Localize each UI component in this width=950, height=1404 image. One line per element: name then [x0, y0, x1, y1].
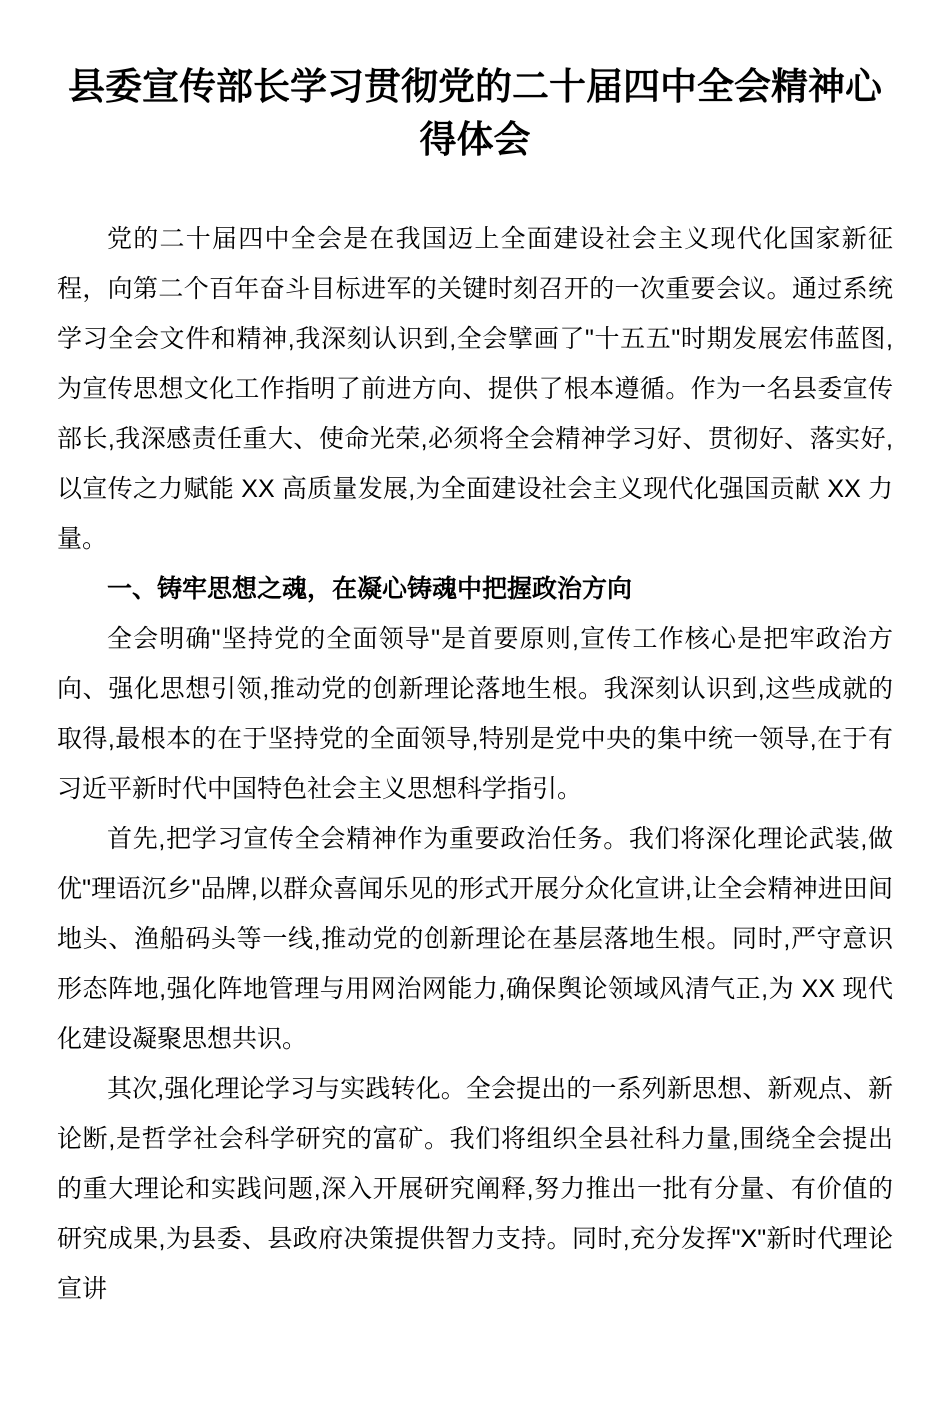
- paragraph-section1-second-point: 其次,强化理论学习与实践转化。全会提出的一系列新思想、新观点、新论断,是哲学社会科学研究的富矿。我们将组织全县社科力量,围绕全会提出的重大理论和实践问题,深入开展研究阐释,努力推出一批有分量、有价值的研究成果,为县委、县政府决策提供智力支持。同时,充分发挥"X"新时代理论宣讲: [57, 1075, 893, 1303]
- document-body: [57, 214, 893, 1314]
- paragraph-section1-overview: 全会明确"坚持党的全面领导"是首要原则,宣传工作核心是把牢政治方向、强化思想引领,推动党的创新理论落地生根。我深刻认识到,这些成就的取得,最根本的在于坚持党的全面领导,特别是党中央的集中统一领导,在于有习近平新时代中国特色社会主义思想科学指引。: [57, 625, 893, 803]
- paragraph-intro: 党的二十届四中全会是在我国迈上全面建设社会主义现代化国家新征程，向第二个百年奋斗目标进军的关键时刻召开的一次重要会议。通过系统学习全会文件和精神,我深刻认识到,全会擘画了"十五五"时期发展宏伟蓝图,为宣传思想文化工作指明了前进方向、提供了根本遵循。作为一名县委宣传部长,我深感责任重大、使命光荣,必须将全会精神学习好、贯彻好、落实好,以宣传之力赋能 XX 高质量发展,为全面建设社会主义现代化强国贡献 XX 力量。: [57, 225, 893, 553]
- paragraph-section1-first-point: 首先,把学习宣传全会精神作为重要政治任务。我们将深化理论武装,做优"理语沉乡"品牌,以群众喜闻乐见的形式开展分众化宣讲,让全会精神进田间地头、渔船码头等一线,推动党的创新理论在基层落地生根。同时,严守意识形态阵地,强化阵地管理与用网治网能力,确保舆论领域风清气正,为 XX 现代化建设凝聚思想共识。: [57, 825, 893, 1053]
- section-heading-1: 一、铸牢思想之魂，在凝心铸魂中把握政治方向: [107, 575, 633, 603]
- document-page: [0, 60, 950, 1404]
- document-title: 县委宣传部长学习贯彻党的二十届四中全会精神心得体会: [68, 66, 882, 160]
